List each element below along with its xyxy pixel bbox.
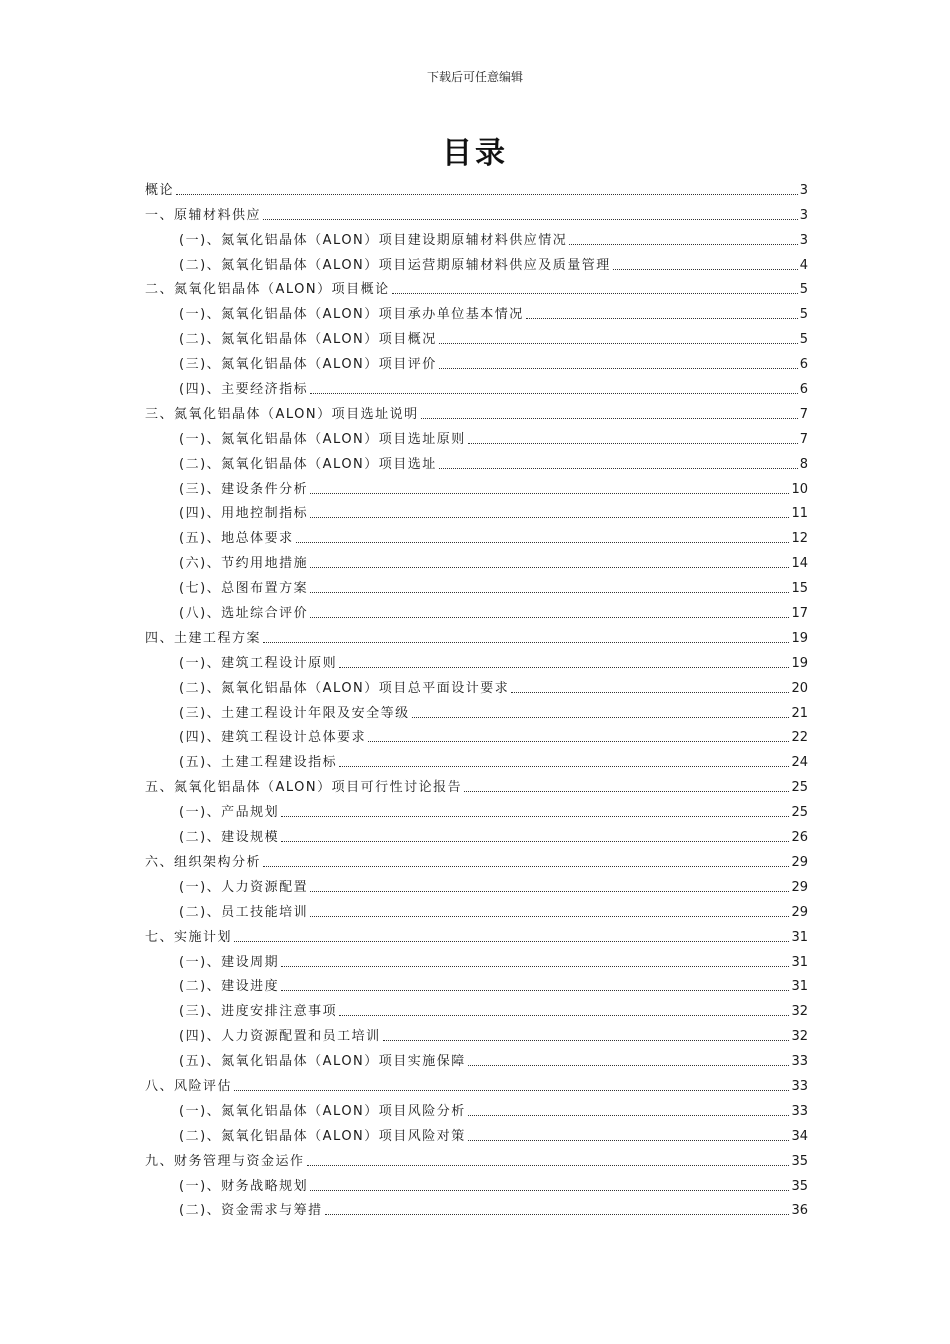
toc-entry-page: 31 xyxy=(791,954,808,970)
toc-entry-label: (一)、产品规划 xyxy=(179,805,280,821)
toc-entry-page: 5 xyxy=(799,282,808,298)
toc-dot-leader xyxy=(263,219,798,220)
toc-entry[interactable] xyxy=(145,373,808,398)
toc-entry-label: (二)、氮氧化铝晶体（ALON）项目概况 xyxy=(179,332,437,348)
toc-entry[interactable] xyxy=(145,199,808,224)
toc-entry-label: 概论 xyxy=(145,182,175,198)
toc-entry-page: 29 xyxy=(791,854,808,870)
toc-entry[interactable] xyxy=(145,1170,808,1195)
toc-dot-leader xyxy=(310,592,789,593)
toc-dot-leader xyxy=(439,468,798,469)
toc-entry-label: (五)、地总体要求 xyxy=(179,531,294,547)
toc-entry-page: 5 xyxy=(799,332,808,348)
toc-entry-label: (六)、节约用地措施 xyxy=(179,556,309,572)
toc-entry-page: 34 xyxy=(791,1128,808,1144)
toc-entry-page: 3 xyxy=(799,232,808,248)
toc-dot-leader xyxy=(383,1040,790,1041)
toc-dot-leader xyxy=(296,542,790,543)
toc-entry-label: (七)、总图布置方案 xyxy=(179,581,309,597)
toc-dot-leader xyxy=(468,1065,790,1066)
toc-entry-label: (一)、建设周期 xyxy=(179,954,280,970)
toc-entry-page: 33 xyxy=(791,1078,808,1094)
toc-entry[interactable] xyxy=(145,597,808,622)
toc-entry[interactable] xyxy=(145,572,808,597)
toc-entry[interactable] xyxy=(145,821,808,846)
toc-entry-label: (二)、氮氧化铝晶体（ALON）项目总平面设计要求 xyxy=(179,680,510,696)
toc-entry[interactable] xyxy=(145,1120,808,1145)
toc-entry-label: 八、风险评估 xyxy=(145,1078,233,1094)
toc-entry-page: 8 xyxy=(799,456,808,472)
toc-entry-page: 21 xyxy=(791,705,808,721)
toc-entry[interactable] xyxy=(145,672,808,697)
toc-entry[interactable] xyxy=(145,871,808,896)
toc-dot-leader xyxy=(234,941,789,942)
toc-entry[interactable] xyxy=(145,298,808,323)
toc-entry[interactable] xyxy=(145,995,808,1020)
toc-entry[interactable] xyxy=(145,746,808,771)
toc-entry[interactable] xyxy=(145,1070,808,1095)
toc-entry-label: (五)、土建工程建设指标 xyxy=(179,755,338,771)
toc-entry[interactable] xyxy=(145,1045,808,1070)
toc-entry-page: 29 xyxy=(791,904,808,920)
toc-entry-page: 26 xyxy=(791,830,808,846)
toc-dot-leader xyxy=(310,493,789,494)
toc-entry-label: (二)、氮氧化铝晶体（ALON）项目运营期原辅材料供应及质量管理 xyxy=(179,257,611,273)
toc-entry-label: (一)、氮氧化铝晶体（ALON）项目风险分析 xyxy=(179,1103,466,1119)
toc-entry-label: 五、氮氧化铝晶体（ALON）项目可行性讨论报告 xyxy=(145,780,463,796)
toc-dot-leader xyxy=(412,717,790,718)
toc-entry-label: (八)、选址综合评价 xyxy=(179,606,309,622)
toc-entry-page: 20 xyxy=(791,680,808,696)
toc-entry[interactable] xyxy=(145,697,808,722)
toc-entry-label: (三)、建设条件分析 xyxy=(179,481,309,497)
toc-entry[interactable] xyxy=(145,971,808,996)
toc-entry-label: 一、原辅材料供应 xyxy=(145,207,262,223)
toc-entry[interactable] xyxy=(145,796,808,821)
toc-dot-leader xyxy=(310,393,798,394)
toc-entry-label: 四、土建工程方案 xyxy=(145,630,262,646)
toc-entry-label: (二)、资金需求与筹措 xyxy=(179,1203,323,1219)
toc-entry[interactable] xyxy=(145,448,808,473)
toc-dot-leader xyxy=(339,766,789,767)
toc-entry[interactable] xyxy=(145,398,808,423)
toc-dot-leader xyxy=(234,1090,789,1091)
toc-entry-page: 3 xyxy=(799,207,808,223)
toc-entry-page: 29 xyxy=(791,879,808,895)
toc-entry[interactable] xyxy=(145,1145,808,1170)
toc-dot-leader xyxy=(281,816,789,817)
toc-entry-label: (一)、财务战略规划 xyxy=(179,1178,309,1194)
toc-entry-label: (一)、氮氧化铝晶体（ALON）项目选址原则 xyxy=(179,431,466,447)
toc-entry-page: 14 xyxy=(791,556,808,572)
toc-entry[interactable] xyxy=(145,1095,808,1120)
toc-entry-label: (四)、人力资源配置和员工培训 xyxy=(179,1029,381,1045)
toc-entry[interactable] xyxy=(145,174,808,199)
toc-entry-page: 31 xyxy=(791,979,808,995)
toc-entry-page: 19 xyxy=(791,655,808,671)
toc-dot-leader xyxy=(339,1015,789,1016)
toc-entry-label: (四)、主要经济指标 xyxy=(179,382,309,398)
toc-entry-page: 17 xyxy=(791,606,808,622)
toc-dot-leader xyxy=(339,667,789,668)
toc-entry-page: 6 xyxy=(799,382,808,398)
toc-entry-page: 35 xyxy=(791,1178,808,1194)
toc-entry-page: 24 xyxy=(791,755,808,771)
toc-dot-leader xyxy=(310,891,789,892)
toc-entry[interactable] xyxy=(145,1195,808,1220)
toc-entry[interactable] xyxy=(145,473,808,498)
toc-dot-leader xyxy=(569,244,797,245)
header-note: 下载后可任意编辑 xyxy=(426,70,523,84)
toc-entry-label: (一)、建筑工程设计原则 xyxy=(179,655,338,671)
toc-dot-leader xyxy=(307,1165,790,1166)
toc-dot-leader xyxy=(464,791,789,792)
toc-entry-label: (一)、氮氧化铝晶体（ALON）项目承办单位基本情况 xyxy=(179,307,524,323)
toc-dot-leader xyxy=(281,990,789,991)
toc-entry[interactable] xyxy=(145,896,808,921)
toc-entry-page: 3 xyxy=(799,182,808,198)
toc-entry-page: 7 xyxy=(799,431,808,447)
toc-entry[interactable] xyxy=(145,771,808,796)
toc-entry-page: 10 xyxy=(791,481,808,497)
toc-entry-label: 七、实施计划 xyxy=(145,929,233,945)
toc-entry-page: 36 xyxy=(791,1203,808,1219)
table-of-contents xyxy=(145,174,808,1219)
toc-dot-leader xyxy=(310,567,789,568)
toc-dot-leader xyxy=(310,916,789,917)
toc-entry[interactable] xyxy=(145,348,808,373)
toc-entry[interactable] xyxy=(145,323,808,348)
toc-dot-leader xyxy=(310,617,789,618)
toc-entry[interactable] xyxy=(145,921,808,946)
toc-dot-leader xyxy=(439,343,798,344)
toc-entry-label: (一)、人力资源配置 xyxy=(179,879,309,895)
toc-dot-leader xyxy=(263,866,789,867)
toc-dot-leader xyxy=(325,1214,790,1215)
toc-dot-leader xyxy=(511,692,789,693)
toc-entry-label: 三、氮氧化铝晶体（ALON）项目选址说明 xyxy=(145,406,419,422)
toc-entry[interactable] xyxy=(145,846,808,871)
toc-dot-leader xyxy=(281,841,789,842)
toc-entry[interactable] xyxy=(145,274,808,299)
toc-entry-label: (二)、建设进度 xyxy=(179,979,280,995)
toc-entry-page: 32 xyxy=(791,1004,808,1020)
toc-entry[interactable] xyxy=(145,224,808,249)
toc-entry-page: 33 xyxy=(791,1103,808,1119)
toc-dot-leader xyxy=(368,741,789,742)
toc-entry-label: (四)、建筑工程设计总体要求 xyxy=(179,730,367,746)
toc-dot-leader xyxy=(263,642,789,643)
toc-entry-label: 二、氮氧化铝晶体（ALON）项目概论 xyxy=(145,282,390,298)
toc-entry[interactable] xyxy=(145,522,808,547)
toc-dot-leader xyxy=(526,318,798,319)
toc-entry[interactable] xyxy=(145,498,808,523)
toc-entry-page: 19 xyxy=(791,630,808,646)
toc-dot-leader xyxy=(310,517,789,518)
toc-entry-page: 25 xyxy=(791,780,808,796)
toc-entry-page: 6 xyxy=(799,357,808,373)
toc-entry-page: 4 xyxy=(799,257,808,273)
toc-dot-leader xyxy=(468,443,798,444)
toc-entry[interactable] xyxy=(145,647,808,672)
toc-entry[interactable] xyxy=(145,722,808,747)
toc-dot-leader xyxy=(281,966,789,967)
toc-entry[interactable] xyxy=(145,547,808,572)
toc-entry-label: 六、组织架构分析 xyxy=(145,854,262,870)
toc-entry-page: 22 xyxy=(791,730,808,746)
toc-entry-label: 九、财务管理与资金运作 xyxy=(145,1153,305,1169)
toc-title: 目录 xyxy=(442,136,508,171)
toc-entry-page: 25 xyxy=(791,805,808,821)
toc-dot-leader xyxy=(392,293,798,294)
toc-entry-page: 12 xyxy=(791,531,808,547)
toc-entry-page: 31 xyxy=(791,929,808,945)
toc-dot-leader xyxy=(468,1140,790,1141)
toc-entry[interactable] xyxy=(145,622,808,647)
toc-entry-page: 11 xyxy=(791,506,808,522)
toc-entry-page: 15 xyxy=(791,581,808,597)
toc-entry-label: (三)、进度安排注意事项 xyxy=(179,1004,338,1020)
toc-entry-label: (二)、建设规模 xyxy=(179,830,280,846)
toc-entry-page: 5 xyxy=(799,307,808,323)
toc-entry[interactable] xyxy=(145,946,808,971)
toc-entry-page: 35 xyxy=(791,1153,808,1169)
toc-dot-leader xyxy=(468,1115,790,1116)
toc-dot-leader xyxy=(310,1190,789,1191)
toc-entry[interactable] xyxy=(145,423,808,448)
toc-entry-label: (二)、氮氧化铝晶体（ALON）项目风险对策 xyxy=(179,1128,466,1144)
toc-entry-label: (一)、氮氧化铝晶体（ALON）项目建设期原辅材料供应情况 xyxy=(179,232,568,248)
toc-dot-leader xyxy=(613,269,798,270)
toc-entry-page: 33 xyxy=(791,1054,808,1070)
toc-dot-leader xyxy=(421,418,798,419)
toc-entry-label: (二)、员工技能培训 xyxy=(179,904,309,920)
toc-entry[interactable] xyxy=(145,249,808,274)
toc-entry-page: 7 xyxy=(799,406,808,422)
toc-dot-leader xyxy=(176,194,798,195)
toc-entry-label: (四)、用地控制指标 xyxy=(179,506,309,522)
toc-entry-label: (三)、氮氧化铝晶体（ALON）项目评价 xyxy=(179,357,437,373)
toc-entry-label: (二)、氮氧化铝晶体（ALON）项目选址 xyxy=(179,456,437,472)
toc-entry-page: 32 xyxy=(791,1029,808,1045)
toc-entry-label: (三)、土建工程设计年限及安全等级 xyxy=(179,705,410,721)
toc-entry-label: (五)、氮氧化铝晶体（ALON）项目实施保障 xyxy=(179,1054,466,1070)
toc-entry[interactable] xyxy=(145,1020,808,1045)
toc-dot-leader xyxy=(439,368,798,369)
